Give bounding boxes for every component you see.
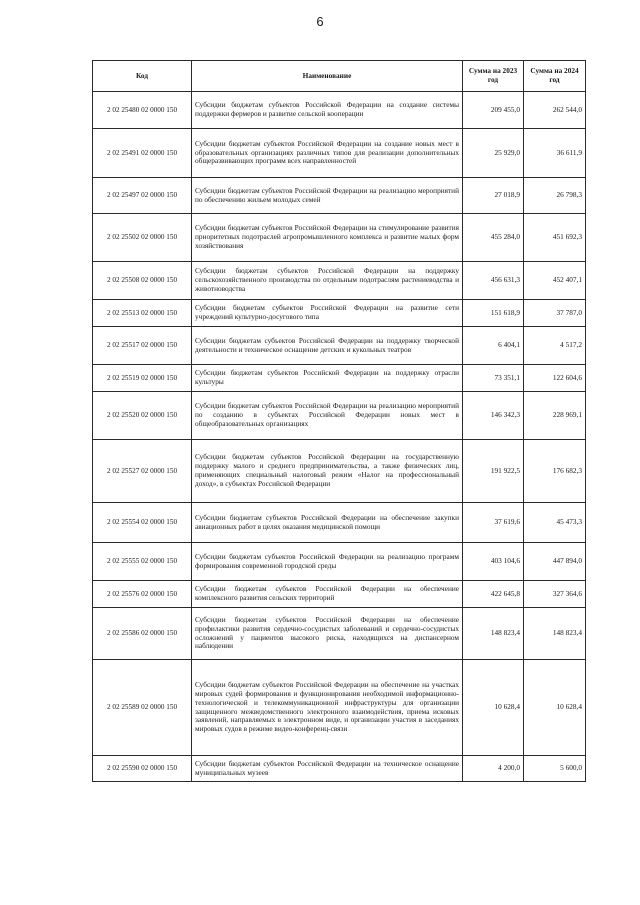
cell-sum-2024: 122 604,6 [524, 365, 586, 392]
table-row [93, 92, 586, 129]
header-code: Код [93, 61, 192, 92]
table-row [93, 756, 586, 782]
cell-code: 2 02 25576 02 0000 150 [93, 581, 192, 608]
cell-sum-2024: 176 682,3 [524, 440, 586, 503]
cell-name: Субсидии бюджетам субъектов Российской Федерации на государственную поддержку малого и среднего предпринимательства, а также физических лиц, применяющих специальный налоговый режим «Налог на профессиональный доход», в субъектах Российской Федерации [192, 440, 463, 503]
table-row [93, 262, 586, 300]
table-row [93, 129, 586, 178]
cell-sum-2024: 262 544,0 [524, 92, 586, 129]
cell-name: Субсидии бюджетам субъектов Российской Федерации на обеспечение комплексного развития сельских территорий [192, 581, 463, 608]
cell-name: Субсидии бюджетам субъектов Российской Федерации на реализацию мероприятий по обеспечению жильем молодых семей [192, 178, 463, 214]
cell-code: 2 02 25520 02 0000 150 [93, 392, 192, 440]
cell-code: 2 02 25555 02 0000 150 [93, 543, 192, 581]
table-row [93, 581, 586, 608]
budget-table [92, 60, 586, 782]
page-number: 6 [316, 14, 324, 29]
cell-sum-2024: 451 692,3 [524, 214, 586, 262]
table-row [93, 327, 586, 365]
cell-name: Субсидии бюджетам субъектов Российской Федерации на обеспечение закупки авиационных работ в целях оказания медицинской помощи [192, 503, 463, 543]
table-row [93, 392, 586, 440]
table-row [93, 365, 586, 392]
cell-name: Субсидии бюджетам субъектов Российской Федерации на обеспечение профилактики развития сердечно-сосудистых заболеваний и сердечно-сосудистых осложнений у пациентов высокого риска, находящихся на диспансерном наблюдении [192, 608, 463, 660]
cell-sum-2023: 37 619,6 [463, 503, 524, 543]
cell-sum-2023: 151 618,9 [463, 300, 524, 327]
cell-code: 2 02 25508 02 0000 150 [93, 262, 192, 300]
cell-name: Субсидии бюджетам субъектов Российской Федерации на поддержку сельскохозяйственного производства по отдельным подотраслям растениеводства и животноводства [192, 262, 463, 300]
table-row [93, 660, 586, 756]
cell-name: Субсидии бюджетам субъектов Российской Федерации на поддержку творческой деятельности и техническое оснащение детских и кукольных театров [192, 327, 463, 365]
cell-name: Субсидии бюджетам субъектов Российской Федерации на техническое оснащение муниципальных музеев [192, 756, 463, 782]
cell-sum-2024: 4 517,2 [524, 327, 586, 365]
cell-sum-2023: 146 342,3 [463, 392, 524, 440]
cell-code: 2 02 25517 02 0000 150 [93, 327, 192, 365]
table-row [93, 608, 586, 660]
cell-sum-2024: 45 473,3 [524, 503, 586, 543]
cell-code: 2 02 25502 02 0000 150 [93, 214, 192, 262]
cell-sum-2023: 422 645,8 [463, 581, 524, 608]
header-sum-2024: Сумма на 2024 год [524, 61, 586, 92]
cell-code: 2 02 25519 02 0000 150 [93, 365, 192, 392]
table-row [93, 300, 586, 327]
cell-sum-2024: 10 628,4 [524, 660, 586, 756]
cell-sum-2024: 452 407,1 [524, 262, 586, 300]
cell-sum-2024: 36 611,9 [524, 129, 586, 178]
cell-sum-2024: 327 364,6 [524, 581, 586, 608]
table-header-row [93, 61, 586, 92]
cell-code: 2 02 25491 02 0000 150 [93, 129, 192, 178]
cell-sum-2023: 148 823,4 [463, 608, 524, 660]
cell-name: Субсидии бюджетам субъектов Российской Федерации на стимулирование развития приоритетных подотраслей агропромышленного комплекса и развитие малых форм хозяйствования [192, 214, 463, 262]
cell-name: Субсидии бюджетам субъектов Российской Федерации на реализацию программ формирования современной городской среды [192, 543, 463, 581]
cell-name: Субсидии бюджетам субъектов Российской Федерации на поддержку отрасли культуры [192, 365, 463, 392]
cell-name: Субсидии бюджетам субъектов Российской Федерации на реализацию мероприятий по созданию в субъектах Российской Федерации новых мест в общеобразовательных организациях [192, 392, 463, 440]
cell-sum-2023: 27 018,9 [463, 178, 524, 214]
cell-name: Субсидии бюджетам субъектов Российской Федерации на создание системы поддержки фермеров и развитие сельской кооперации [192, 92, 463, 129]
cell-code: 2 02 25554 02 0000 150 [93, 503, 192, 543]
cell-sum-2023: 191 922,5 [463, 440, 524, 503]
cell-name: Субсидии бюджетам субъектов Российской Федерации на обеспечение на участках мировых судей формирования и функционирования необходимой информационно-технологической и телекоммуникационной инфраструктуры для организации защищенного межведомственного электронного взаимодействия, приема исковых заявлений, направляемых в электронном виде, и организации участия в заседаниях мировых судов в режиме видео-конференц-связи [192, 660, 463, 756]
table-row [93, 543, 586, 581]
table-row [93, 440, 586, 503]
cell-code: 2 02 25513 02 0000 150 [93, 300, 192, 327]
cell-code: 2 02 25527 02 0000 150 [93, 440, 192, 503]
header-sum-2023: Сумма на 2023 год [463, 61, 524, 92]
cell-sum-2023: 4 200,0 [463, 756, 524, 782]
cell-code: 2 02 25497 02 0000 150 [93, 178, 192, 214]
cell-name: Субсидии бюджетам субъектов Российской Федерации на развитие сети учреждений культурно-досугового типа [192, 300, 463, 327]
table-row [93, 214, 586, 262]
cell-sum-2023: 209 455,0 [463, 92, 524, 129]
cell-sum-2023: 6 404,1 [463, 327, 524, 365]
cell-code: 2 02 25590 02 0000 150 [93, 756, 192, 782]
cell-sum-2023: 10 628,4 [463, 660, 524, 756]
cell-sum-2024: 37 787,0 [524, 300, 586, 327]
cell-sum-2024: 148 823,4 [524, 608, 586, 660]
cell-sum-2023: 456 631,3 [463, 262, 524, 300]
cell-sum-2024: 26 798,3 [524, 178, 586, 214]
cell-sum-2024: 228 969,1 [524, 392, 586, 440]
header-name: Наименование [192, 61, 463, 92]
cell-sum-2023: 73 351,1 [463, 365, 524, 392]
cell-sum-2024: 447 894,0 [524, 543, 586, 581]
table-row [93, 503, 586, 543]
cell-name: Субсидии бюджетам субъектов Российской Федерации на создание новых мест в образовательных организациях различных типов для реализации дополнительных общеразвивающих программ всех направленностей [192, 129, 463, 178]
cell-sum-2023: 25 929,0 [463, 129, 524, 178]
cell-sum-2023: 455 284,0 [463, 214, 524, 262]
cell-code: 2 02 25586 02 0000 150 [93, 608, 192, 660]
cell-sum-2023: 403 104,6 [463, 543, 524, 581]
table-row [93, 178, 586, 214]
cell-sum-2024: 5 600,0 [524, 756, 586, 782]
cell-code: 2 02 25480 02 0000 150 [93, 92, 192, 129]
cell-code: 2 02 25589 02 0000 150 [93, 660, 192, 756]
